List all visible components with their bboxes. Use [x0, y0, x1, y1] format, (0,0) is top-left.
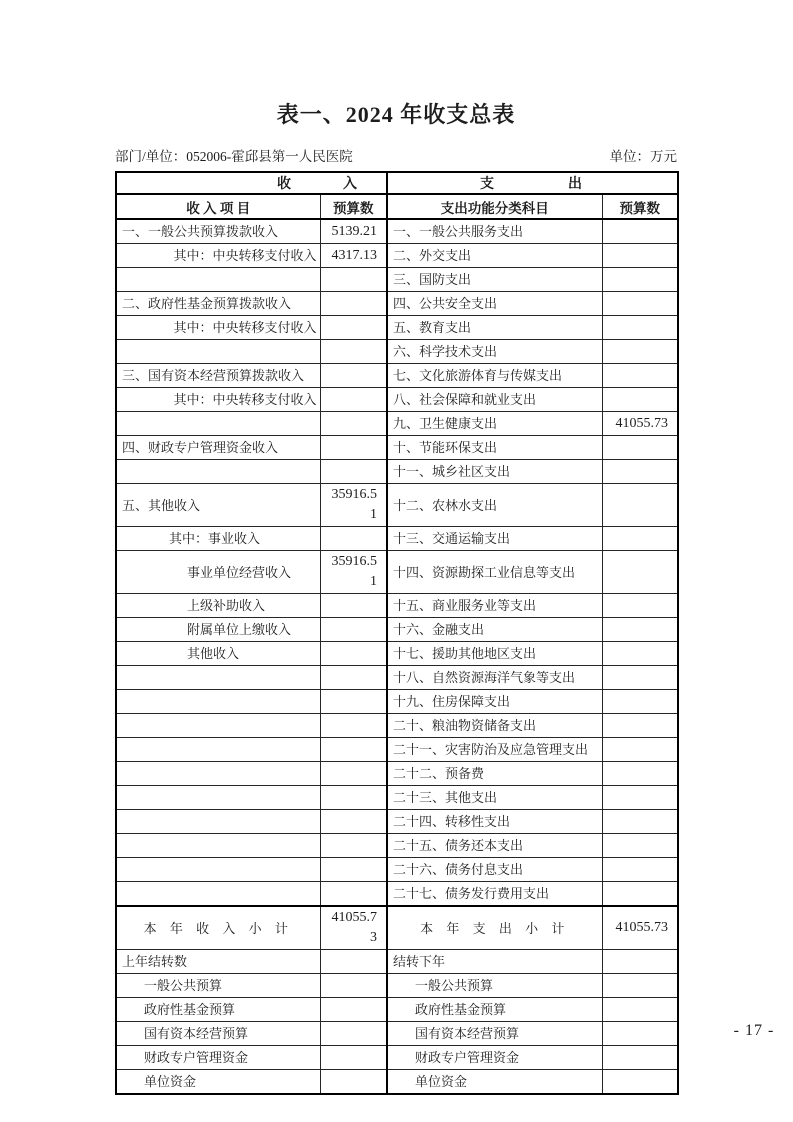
expense-budget-cell — [602, 998, 678, 1022]
table-row — [116, 268, 678, 292]
expense-budget-header: 预算数 — [602, 194, 678, 219]
income-budget-cell — [320, 1070, 387, 1095]
expense-budget-cell — [602, 882, 678, 907]
expense-budget-cell — [602, 268, 678, 292]
table-row — [116, 810, 678, 834]
income-budget-cell — [320, 412, 387, 436]
expense-item-header: 支出功能分类科目 — [387, 194, 602, 219]
table-row — [116, 594, 678, 618]
income-budget-cell — [320, 388, 387, 412]
expense-item-cell: 二十六、债务付息支出 — [387, 858, 602, 882]
income-budget-cell — [320, 292, 387, 316]
expense-item-cell: 四、公共安全支出 — [387, 292, 602, 316]
expense-budget-cell — [602, 950, 678, 974]
table-row — [116, 1046, 678, 1070]
unit-label: 单位：万元 — [609, 149, 677, 164]
expense-budget-cell — [602, 666, 678, 690]
expense-item-cell: 二十五、债务还本支出 — [387, 834, 602, 858]
expense-item-cell: 二十三、其他支出 — [387, 786, 602, 810]
expense-budget-cell — [602, 460, 678, 484]
expense-budget-cell — [602, 219, 678, 244]
income-item-cell: 五、其他收入 — [116, 484, 320, 527]
income-item-cell: 上级补助收入 — [116, 594, 320, 618]
expense-item-cell: 二十一、灾害防治及应急管理支出 — [387, 738, 602, 762]
income-item-header: 收 入 项 目 — [116, 194, 320, 219]
table-row — [116, 484, 678, 527]
department-label: 部门/单位：052006-霍邱县第一人民医院 — [115, 149, 353, 164]
income-item-cell: 其他收入 — [116, 642, 320, 666]
expense-item-cell: 十五、商业服务业等支出 — [387, 594, 602, 618]
income-budget-cell — [320, 460, 387, 484]
income-budget-cell — [320, 340, 387, 364]
income-item-cell: 其中：中央转移支付收入 — [116, 388, 320, 412]
expense-item-cell: 二、外交支出 — [387, 244, 602, 268]
expense-budget-cell — [602, 690, 678, 714]
table-row — [116, 388, 678, 412]
expense-group-label — [388, 173, 677, 193]
income-budget-cell — [320, 1022, 387, 1046]
income-budget-cell — [320, 364, 387, 388]
table-row — [116, 219, 678, 244]
income-item-cell: 单位资金 — [116, 1070, 320, 1095]
income-item-cell — [116, 762, 320, 786]
expense-item-cell: 二十七、债务发行费用支出 — [387, 882, 602, 907]
expense-budget-cell — [602, 551, 678, 594]
expense-budget-cell — [602, 642, 678, 666]
income-budget-cell — [320, 858, 387, 882]
income-budget-cell — [320, 950, 387, 974]
income-item-cell: 其中：事业收入 — [116, 527, 320, 551]
income-budget-cell — [320, 690, 387, 714]
page-title: 表一、2024 年收支总表 — [276, 102, 516, 127]
expense-item-cell: 财政专户管理资金 — [387, 1046, 602, 1070]
table-row — [116, 436, 678, 460]
expense-item-cell: 政府性基金预算 — [387, 998, 602, 1022]
income-budget-cell — [320, 882, 387, 907]
expense-item-cell: 十二、农林水支出 — [387, 484, 602, 527]
income-item-cell — [116, 666, 320, 690]
budget-table — [115, 171, 679, 1095]
table-row — [116, 244, 678, 268]
expense-budget-cell — [602, 364, 678, 388]
income-budget-cell — [320, 834, 387, 858]
income-budget-cell — [320, 1046, 387, 1070]
page-number: - 17 - — [733, 1022, 775, 1039]
expense-budget-cell — [602, 786, 678, 810]
income-item-cell — [116, 738, 320, 762]
column-header-row — [116, 194, 678, 219]
expense-item-cell: 二十二、预备费 — [387, 762, 602, 786]
income-item-cell: 其中：中央转移支付收入 — [116, 316, 320, 340]
table-row — [116, 316, 678, 340]
income-item-cell — [116, 834, 320, 858]
expense-budget-cell — [602, 484, 678, 527]
income-budget-cell — [320, 974, 387, 998]
income-group-header — [116, 172, 387, 194]
table-row — [116, 527, 678, 551]
expense-item-cell: 三、国防支出 — [387, 268, 602, 292]
expense-budget-cell — [602, 762, 678, 786]
income-item-cell: 三、国有资本经营预算拨款收入 — [116, 364, 320, 388]
income-budget-cell — [320, 268, 387, 292]
income-item-cell: 二、政府性基金预算拨款收入 — [116, 292, 320, 316]
table-row — [116, 690, 678, 714]
income-budget-cell — [320, 738, 387, 762]
income-char-2: 入 — [343, 177, 357, 192]
table-row — [116, 998, 678, 1022]
expense-item-cell: 本 年 支 出 小 计 — [387, 906, 602, 950]
income-budget-cell — [320, 998, 387, 1022]
income-item-cell — [116, 268, 320, 292]
income-item-cell — [116, 714, 320, 738]
income-budget-cell: 5139.21 — [320, 219, 387, 244]
table-row — [116, 666, 678, 690]
income-budget-cell — [320, 642, 387, 666]
expense-item-cell: 十一、城乡社区支出 — [387, 460, 602, 484]
income-item-cell: 四、财政专户管理资金收入 — [116, 436, 320, 460]
income-item-cell: 国有资本经营预算 — [116, 1022, 320, 1046]
income-item-cell — [116, 882, 320, 907]
expense-budget-cell: 41055.73 — [602, 412, 678, 436]
expense-item-cell: 五、教育支出 — [387, 316, 602, 340]
income-budget-cell — [320, 316, 387, 340]
table-row — [116, 858, 678, 882]
expense-budget-cell — [602, 244, 678, 268]
expense-item-cell: 十七、援助其他地区支出 — [387, 642, 602, 666]
income-item-cell: 一般公共预算 — [116, 974, 320, 998]
table-row — [116, 834, 678, 858]
income-budget-cell — [320, 527, 387, 551]
expense-budget-cell — [602, 974, 678, 998]
income-item-cell — [116, 340, 320, 364]
income-budget-cell: 35916.51 — [320, 484, 387, 527]
table-row — [116, 974, 678, 998]
income-item-cell — [116, 858, 320, 882]
table-row — [116, 340, 678, 364]
income-item-cell: 事业单位经营收入 — [116, 551, 320, 594]
table-row — [116, 882, 678, 907]
table-row — [116, 460, 678, 484]
income-item-cell — [116, 810, 320, 834]
expense-budget-cell — [602, 388, 678, 412]
expense-group-header — [387, 172, 678, 194]
expense-item-cell: 国有资本经营预算 — [387, 1022, 602, 1046]
table-row — [116, 786, 678, 810]
income-item-cell — [116, 460, 320, 484]
group-header-row — [116, 172, 678, 194]
expense-item-cell: 二十四、转移性支出 — [387, 810, 602, 834]
expense-budget-cell — [602, 1070, 678, 1095]
income-budget-cell: 41055.73 — [320, 906, 387, 950]
expense-budget-cell — [602, 292, 678, 316]
table-row — [116, 906, 678, 950]
expense-char-2: 出 — [568, 177, 582, 192]
expense-budget-cell — [602, 1022, 678, 1046]
meta-row — [115, 149, 677, 165]
table-row — [116, 292, 678, 316]
income-item-cell — [116, 412, 320, 436]
expense-budget-cell — [602, 810, 678, 834]
income-item-cell: 本 年 收 入 小 计 — [116, 906, 320, 950]
expense-budget-cell — [602, 316, 678, 340]
expense-budget-cell — [602, 1046, 678, 1070]
expense-item-cell: 八、社会保障和就业支出 — [387, 388, 602, 412]
expense-budget-cell — [602, 527, 678, 551]
table-body — [116, 219, 678, 1094]
income-budget-cell — [320, 786, 387, 810]
income-item-cell: 附属单位上缴收入 — [116, 618, 320, 642]
expense-item-cell: 一、一般公共服务支出 — [387, 219, 602, 244]
income-budget-cell — [320, 436, 387, 460]
expense-budget-cell — [602, 436, 678, 460]
income-item-cell: 财政专户管理资金 — [116, 1046, 320, 1070]
expense-item-cell: 十四、资源勘探工业信息等支出 — [387, 551, 602, 594]
income-budget-cell — [320, 666, 387, 690]
table-row — [116, 551, 678, 594]
expense-item-cell: 十八、自然资源海洋气象等支出 — [387, 666, 602, 690]
expense-budget-cell — [602, 340, 678, 364]
expense-budget-cell — [602, 714, 678, 738]
table-row — [116, 364, 678, 388]
income-budget-cell: 4317.13 — [320, 244, 387, 268]
expense-item-cell: 九、卫生健康支出 — [387, 412, 602, 436]
table-row — [116, 1070, 678, 1095]
expense-item-cell: 六、科学技术支出 — [387, 340, 602, 364]
table-row — [116, 642, 678, 666]
income-budget-cell — [320, 762, 387, 786]
expense-budget-cell — [602, 618, 678, 642]
income-item-cell — [116, 690, 320, 714]
table-row — [116, 412, 678, 436]
expense-item-cell: 七、文化旅游体育与传媒支出 — [387, 364, 602, 388]
expense-budget-cell — [602, 738, 678, 762]
expense-item-cell: 十六、金融支出 — [387, 618, 602, 642]
income-budget-header: 预算数 — [320, 194, 387, 219]
income-budget-cell: 35916.51 — [320, 551, 387, 594]
table-row — [116, 738, 678, 762]
expense-item-cell: 二十、粮油物资储备支出 — [387, 714, 602, 738]
expense-item-cell: 十、节能环保支出 — [387, 436, 602, 460]
expense-budget-cell — [602, 834, 678, 858]
table-row — [116, 762, 678, 786]
income-item-cell: 上年结转数 — [116, 950, 320, 974]
income-budget-cell — [320, 810, 387, 834]
income-item-cell: 其中：中央转移支付收入 — [116, 244, 320, 268]
expense-item-cell: 十三、交通运输支出 — [387, 527, 602, 551]
expense-budget-cell — [602, 858, 678, 882]
income-item-cell — [116, 786, 320, 810]
income-budget-cell — [320, 714, 387, 738]
income-item-cell: 政府性基金预算 — [116, 998, 320, 1022]
expense-item-cell: 单位资金 — [387, 1070, 602, 1095]
table-row — [116, 950, 678, 974]
table-row — [116, 618, 678, 642]
expense-budget-cell: 41055.73 — [602, 906, 678, 950]
income-budget-cell — [320, 618, 387, 642]
income-budget-cell — [320, 594, 387, 618]
expense-char-1: 支 — [480, 177, 494, 192]
document-page — [115, 0, 775, 1095]
table-row — [116, 1022, 678, 1046]
income-item-cell: 一、一般公共预算拨款收入 — [116, 219, 320, 244]
income-char-1: 收 — [277, 177, 291, 192]
expense-item-cell: 结转下年 — [387, 950, 602, 974]
income-group-label — [117, 173, 386, 193]
expense-budget-cell — [602, 594, 678, 618]
expense-item-cell: 一般公共预算 — [387, 974, 602, 998]
expense-item-cell: 十九、住房保障支出 — [387, 690, 602, 714]
table-row — [116, 714, 678, 738]
